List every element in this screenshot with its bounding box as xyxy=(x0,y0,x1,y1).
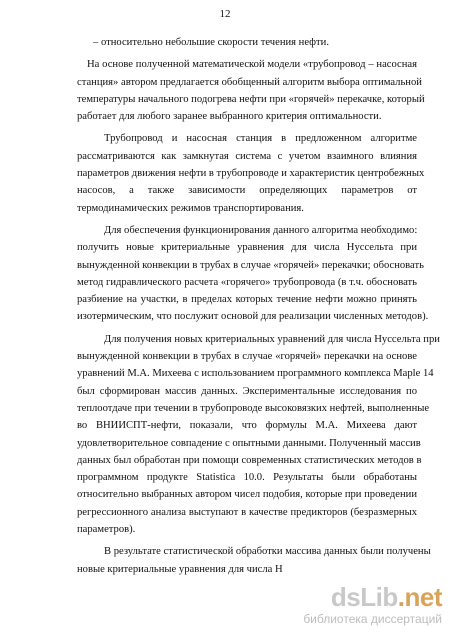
text-line: теплоотдаче при течении в трубопроводе высоковязких нефтей, выполненные xyxy=(77,402,430,414)
text-line: изотермическим, что послужит основой для реализации численных методов). xyxy=(77,311,429,323)
text-line: разбиение на участки, в пределах которых течение нефти можно принять xyxy=(77,294,417,306)
text-line: вынужденной конвекции в трубах в случае «горячей» перекачки на основе xyxy=(77,351,417,363)
text-line: работает для любого заранее выбранного критерия оптимальности. xyxy=(77,111,382,123)
text-line: относительно выбранных автором чисел подобия, которые при проведении xyxy=(77,489,417,501)
text-line: Для получения новых критериальных уравнений для числа Нуссельта при xyxy=(104,333,440,345)
text-line: параметров). xyxy=(77,524,136,536)
text-line: был сформирован массив данных. Экспериментальные исследования по xyxy=(77,385,417,397)
text-line: – относительно небольшие скорости течения нефти. xyxy=(93,37,329,48)
text-line: во ВНИИСПТ-нефти, показали, что формулы М.А. Михеева дают xyxy=(77,420,417,432)
text-line: рассматриваются как замкнутая система с учетом взаимного влияния xyxy=(77,150,417,162)
text-line: данных был обработан при помощи современных статистических методов в xyxy=(77,454,422,466)
text-line: получить новые критериальные уравнения для числа Нуссельта при xyxy=(77,242,417,254)
text-line: Трубопровод и насосная станция в предложенном алгоритме xyxy=(104,133,417,145)
text-line: Для обеспечения функционирования данного алгоритма необходимо: xyxy=(104,224,418,236)
text-line: программном продукте Statistica 10.0. Результаты были обработаны xyxy=(77,472,417,484)
text-line: вынужденной конвекции в трубах в случае «горячей» перекачки; обосновать xyxy=(77,259,424,271)
watermark xyxy=(302,582,442,630)
text-line: насосов, а также зависимости определяющих параметров от xyxy=(77,185,417,197)
text-line: параметров движения нефти в трубопроводе и характеристик центробежных xyxy=(77,168,425,180)
text-line: удовлетворительное совпадение с опытными данными. Полученный массив xyxy=(77,437,421,449)
text-line: уравнений М.А. Михеева с использованием программного комплекса Maple 14 xyxy=(77,368,434,380)
text-line: На основе полученной математической модели «трубопровод – насосная xyxy=(87,59,417,71)
watermark-subtitle: библиотека диссертаций xyxy=(303,612,442,626)
text-line: метод гидравлического расчета «горячего» трубопровода (в т.ч. обосновать xyxy=(77,276,417,288)
text-line: новые критериальные уравнения для числа Н xyxy=(77,563,283,575)
text-line: регрессионного анализа выступают в качестве предикторов (безразмерных xyxy=(77,506,417,518)
text-line: В результате статистической обработки массива данных были получены xyxy=(104,546,431,558)
text-line: станция» автором предлагается обобщенный алгоритм выбора оптимальной xyxy=(77,76,422,88)
body-text xyxy=(77,34,440,578)
page-number: 12 xyxy=(219,8,231,20)
watermark-logo: dsLib.net xyxy=(330,582,442,612)
text-line: термодинамических режимов транспортирования. xyxy=(77,202,304,214)
text-line: температуры начального подогрева нефти при «горячей» перекачке, который xyxy=(77,93,425,105)
